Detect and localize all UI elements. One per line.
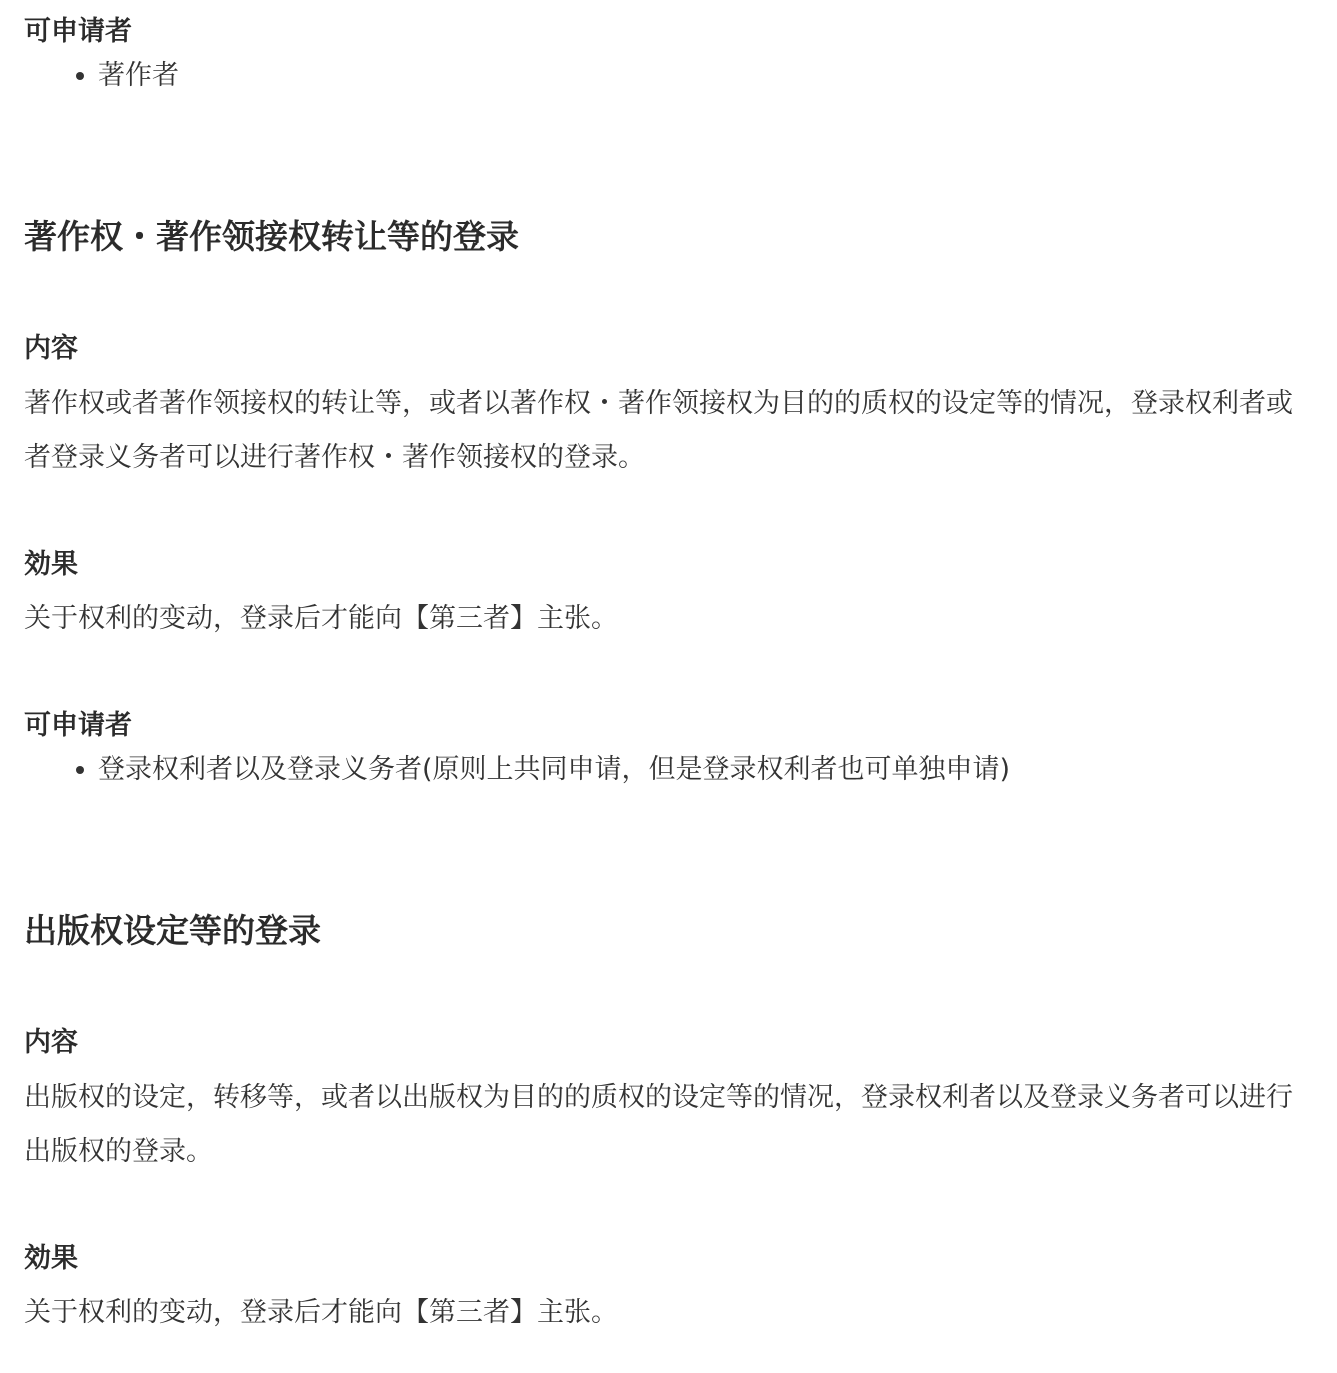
effect-text: 关于权利的变动，登录后才能向【第三者】主张。: [24, 603, 618, 634]
effect-text: 关于权利的变动，登录后才能向【第三者】主张。: [24, 1297, 618, 1328]
content-text: 出版权的设定，转移等，或者以出版权为目的的质权的设定等的情况，登录权利者以及登录义务者可以进行出版权的登录。: [24, 1082, 1293, 1167]
applicant-list: [24, 750, 1010, 790]
content-text: 著作权或者著作领接权的转让等，或者以著作权・著作领接权为目的的质权的设定等的情况，登录权利者或者登录义务者可以进行著作权・著作领接权的登录。: [24, 388, 1293, 473]
applicant-text: 登录权利者以及登录义务者(原则上共同申请，但是登录权利者也可单独申请): [98, 754, 1011, 785]
applicant-text: 著作者: [98, 60, 179, 91]
section-title: 著作权・著作领接权转让等的登录: [24, 217, 519, 256]
effect-heading: 効果: [24, 549, 78, 580]
effect-heading: 効果: [24, 1243, 78, 1274]
applicant-block: [24, 708, 1010, 790]
section-title: 出版权设定等的登录: [24, 911, 321, 950]
list-item: [98, 750, 1010, 790]
applicant-heading: 可申请者: [24, 710, 132, 741]
bullet-icon: [76, 72, 84, 80]
list-item: [98, 56, 179, 96]
bullet-icon: [76, 766, 84, 774]
applicant-block-top: [24, 14, 179, 96]
content-heading: 内容: [24, 333, 78, 364]
applicant-heading: 可申请者: [24, 16, 132, 47]
content-heading: 内容: [24, 1027, 78, 1058]
applicant-list: [24, 56, 179, 96]
